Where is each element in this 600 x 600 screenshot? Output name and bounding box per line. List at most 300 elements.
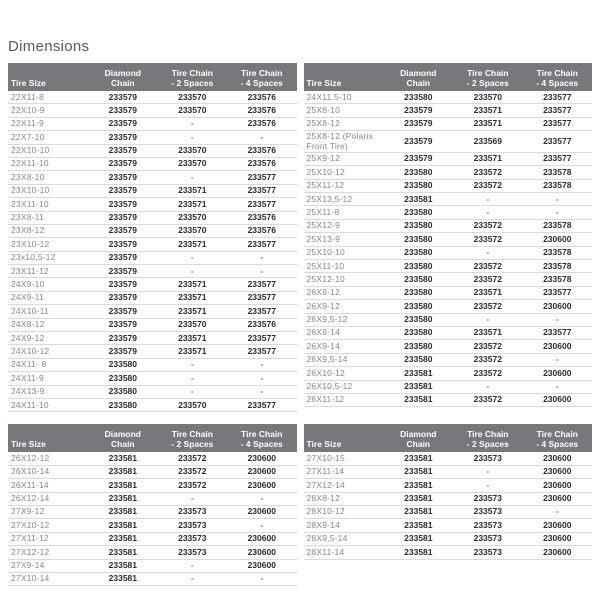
part-number-cell: 233580 (88, 358, 157, 371)
table-row (304, 492, 593, 505)
tire-size-cell: 28X10-12 (304, 505, 384, 518)
column-header-tire-chain-4: Tire Chain - 4 Spaces (523, 424, 592, 452)
table-row (304, 166, 593, 179)
part-number-cell: 233577 (227, 278, 296, 291)
part-number-cell: 233573 (453, 492, 522, 505)
part-number-cell: 233577 (227, 171, 296, 184)
table-row (8, 305, 297, 318)
tire-size-cell: 25X13-9 (304, 233, 384, 246)
table-row (304, 131, 593, 153)
part-number-cell: 233581 (384, 532, 453, 545)
table-row (304, 273, 593, 286)
table-row (304, 380, 593, 393)
part-number-cell: 230600 (523, 546, 592, 559)
part-number-cell: 233580 (384, 353, 453, 366)
part-number-cell: 233581 (384, 519, 453, 532)
part-number-cell: 233579 (88, 171, 157, 184)
tire-size-cell: 26X12-12 (8, 452, 88, 465)
part-number-cell: 233579 (384, 104, 453, 117)
part-number-cell: 233573 (453, 546, 522, 559)
part-number-cell: - (453, 206, 522, 219)
part-number-cell: 233581 (384, 465, 453, 478)
tire-size-cell: 28X9,5-14 (304, 532, 384, 545)
table-row (8, 345, 297, 358)
part-number-cell: 230600 (523, 393, 592, 406)
part-number-cell: 230600 (523, 452, 592, 465)
part-number-cell: - (227, 519, 296, 532)
part-number-cell: - (523, 313, 592, 326)
table-header (304, 424, 593, 452)
part-number-cell: - (227, 131, 296, 144)
tire-size-cell: 26X10-14 (8, 465, 88, 478)
part-number-cell: 233572 (453, 166, 522, 179)
column-header-diamond-chain: Diamond Chain (88, 63, 157, 91)
column-header-tire-size: Tire Size (8, 424, 88, 452)
part-number-cell: 233571 (158, 345, 227, 358)
part-number-cell: 233569 (453, 131, 522, 153)
table-row (8, 211, 297, 224)
tire-size-cell: 24X9-10 (8, 278, 88, 291)
table-row (304, 300, 593, 313)
table-row (304, 340, 593, 353)
tire-size-cell: 27X10-14 (8, 572, 88, 585)
table-row (8, 265, 297, 278)
part-number-cell: 233570 (158, 224, 227, 237)
part-number-cell: 233579 (88, 332, 157, 345)
part-number-cell: 233577 (227, 291, 296, 304)
table-body (8, 452, 297, 585)
part-number-cell: 233577 (523, 131, 592, 153)
part-number-cell: 233580 (384, 300, 453, 313)
table-row (8, 198, 297, 211)
table-row (8, 505, 297, 518)
part-number-cell: 233579 (384, 131, 453, 153)
part-number-cell: 233580 (384, 259, 453, 272)
tire-size-cell: 23X10-10 (8, 184, 88, 197)
part-number-cell: 233580 (384, 219, 453, 232)
part-number-cell: 233580 (384, 286, 453, 299)
part-number-cell: 230600 (227, 559, 296, 572)
tire-size-cell: 22X10-10 (8, 144, 88, 157)
column-header-diamond-chain: Diamond Chain (384, 424, 453, 452)
table-body (8, 91, 297, 412)
table-row (8, 546, 297, 559)
tire-size-cell: 23X8-11 (8, 211, 88, 224)
part-number-cell: 233572 (453, 179, 522, 192)
part-number-cell: - (158, 131, 227, 144)
table-row (304, 91, 593, 104)
part-number-cell: 233572 (453, 273, 522, 286)
part-number-cell: 233577 (523, 117, 592, 130)
part-number-cell: 233581 (88, 452, 157, 465)
part-number-cell: 233577 (227, 305, 296, 318)
part-number-cell: 230600 (227, 546, 296, 559)
part-number-cell: 233579 (88, 131, 157, 144)
table-row (304, 152, 593, 165)
part-number-cell: - (453, 465, 522, 478)
part-number-cell: - (227, 492, 296, 505)
part-number-cell: 233579 (88, 278, 157, 291)
part-number-cell: - (158, 251, 227, 264)
part-number-cell: - (158, 117, 227, 130)
part-number-cell: - (523, 193, 592, 206)
part-number-cell: 233579 (88, 211, 157, 224)
tire-size-cell: 24X10-11 (8, 305, 88, 318)
part-number-cell: 233570 (158, 318, 227, 331)
table-row (304, 219, 593, 232)
part-number-cell: 233580 (384, 206, 453, 219)
table-row (8, 465, 297, 478)
tire-size-cell: 22X7-10 (8, 131, 88, 144)
part-number-cell: - (227, 572, 296, 585)
tire-size-cell: 25X12-10 (304, 273, 384, 286)
tire-size-cell: 26X8-12 (304, 286, 384, 299)
table-row (8, 332, 297, 345)
part-number-cell: 233572 (158, 452, 227, 465)
part-number-cell: 233581 (384, 367, 453, 380)
dimensions-table-top-right (304, 63, 593, 407)
part-number-cell: 230600 (227, 452, 296, 465)
part-number-cell: 233571 (158, 278, 227, 291)
part-number-cell: 233576 (227, 157, 296, 170)
part-number-cell: 233573 (453, 519, 522, 532)
tire-size-cell: 26X11-12 (304, 393, 384, 406)
tire-size-cell: 26X12-14 (8, 492, 88, 505)
table-row (304, 393, 593, 406)
part-number-cell: 233570 (158, 91, 227, 104)
tire-size-cell: 23X8-10 (8, 171, 88, 184)
column-header-tire-chain-2: Tire Chain - 2 Spaces (158, 63, 227, 91)
part-number-cell: 233579 (88, 104, 157, 117)
part-number-cell: - (227, 372, 296, 385)
tire-size-cell: 26X10-12 (304, 367, 384, 380)
part-number-cell: - (453, 479, 522, 492)
part-number-cell: - (453, 193, 522, 206)
part-number-cell: 233578 (523, 246, 592, 259)
part-number-cell: - (158, 171, 227, 184)
table-row (8, 144, 297, 157)
table-row (8, 171, 297, 184)
part-number-cell: 233578 (523, 166, 592, 179)
part-number-cell: 230600 (227, 532, 296, 545)
part-number-cell: - (453, 313, 522, 326)
table-row (8, 519, 297, 532)
part-number-cell: 233573 (158, 519, 227, 532)
part-number-cell: - (227, 358, 296, 371)
part-number-cell: 233579 (88, 117, 157, 130)
part-number-cell: 233570 (158, 211, 227, 224)
part-number-cell: 233577 (523, 326, 592, 339)
tire-size-cell: 23X8-12 (8, 224, 88, 237)
table-header (8, 63, 297, 91)
part-number-cell: 233577 (227, 398, 296, 411)
part-number-cell: 230600 (523, 300, 592, 313)
column-header-tire-size: Tire Size (304, 63, 384, 91)
part-number-cell: 233579 (88, 224, 157, 237)
part-number-cell: 233576 (227, 117, 296, 130)
table-row (304, 104, 593, 117)
part-number-cell: 233579 (88, 144, 157, 157)
table-row (304, 117, 593, 130)
tire-size-cell: 25X13,5-12 (304, 193, 384, 206)
tire-size-cell: 24X9-12 (8, 332, 88, 345)
table-row (8, 358, 297, 371)
part-number-cell: - (158, 559, 227, 572)
table-row (304, 326, 593, 339)
column-header-tire-size: Tire Size (8, 63, 88, 91)
part-number-cell: - (158, 265, 227, 278)
part-number-cell: 233580 (384, 166, 453, 179)
part-number-cell: 233580 (384, 273, 453, 286)
tire-size-cell: 25X8-12 (304, 117, 384, 130)
part-number-cell: 233581 (384, 505, 453, 518)
tire-size-cell: 28X11-14 (304, 546, 384, 559)
tire-size-cell: 27X10-12 (8, 519, 88, 532)
column-header-diamond-chain: Diamond Chain (384, 63, 453, 91)
part-number-cell: 233580 (384, 179, 453, 192)
part-number-cell: 233571 (158, 238, 227, 251)
table-row (8, 372, 297, 385)
part-number-cell: 233581 (384, 479, 453, 492)
part-number-cell: 233581 (384, 452, 453, 465)
part-number-cell: 233576 (227, 144, 296, 157)
part-number-cell: 233573 (158, 532, 227, 545)
part-number-cell: 233571 (158, 184, 227, 197)
part-number-cell: 233581 (384, 193, 453, 206)
part-number-cell: 230600 (523, 340, 592, 353)
tire-size-cell: 26X9,5-14 (304, 353, 384, 366)
part-number-cell: 233579 (88, 157, 157, 170)
table-row (304, 193, 593, 206)
table-row (304, 532, 593, 545)
part-number-cell: 233579 (88, 251, 157, 264)
part-number-cell: 233570 (453, 91, 522, 104)
table-body (304, 91, 593, 407)
part-number-cell: 233581 (88, 572, 157, 585)
part-number-cell: 233576 (227, 211, 296, 224)
part-number-cell: 233577 (523, 152, 592, 165)
part-number-cell: 233581 (88, 479, 157, 492)
tire-size-cell: 25X9-12 (304, 152, 384, 165)
table-row (304, 353, 593, 366)
table-row (8, 452, 297, 465)
part-number-cell: 233579 (88, 265, 157, 278)
column-header-diamond-chain: Diamond Chain (88, 424, 157, 452)
table-row (304, 206, 593, 219)
part-number-cell: 233573 (158, 505, 227, 518)
part-number-cell: 233572 (158, 479, 227, 492)
part-number-cell: 233571 (453, 152, 522, 165)
part-number-cell: 233577 (227, 238, 296, 251)
part-number-cell: 233570 (158, 398, 227, 411)
part-number-cell: 233576 (227, 224, 296, 237)
tire-size-cell: 25X12-9 (304, 219, 384, 232)
table-row (8, 117, 297, 130)
part-number-cell: 230600 (523, 479, 592, 492)
part-number-cell: 233580 (384, 91, 453, 104)
part-number-cell: - (523, 353, 592, 366)
part-number-cell: 233572 (453, 353, 522, 366)
tire-size-cell: 27X11-12 (8, 532, 88, 545)
part-number-cell: 233580 (88, 372, 157, 385)
part-number-cell: - (158, 572, 227, 585)
table-row (8, 318, 297, 331)
tire-size-cell: 24X10-12 (8, 345, 88, 358)
part-number-cell: 233571 (158, 291, 227, 304)
part-number-cell: 233580 (88, 385, 157, 398)
page-title: Dimensions (8, 38, 90, 55)
tables-grid (0, 63, 600, 586)
tire-size-cell: 27X11-14 (304, 465, 384, 478)
part-number-cell: 230600 (523, 465, 592, 478)
tire-size-cell: 27X9-12 (8, 505, 88, 518)
part-number-cell: 233572 (453, 259, 522, 272)
tire-size-cell: 24X11- 8 (8, 358, 88, 371)
part-number-cell: - (158, 385, 227, 398)
tire-size-cell: 27X10-15 (304, 452, 384, 465)
part-number-cell: 233571 (453, 286, 522, 299)
tire-size-cell: 26X10,5-12 (304, 380, 384, 393)
part-number-cell: 233572 (453, 367, 522, 380)
tire-size-cell: 24X8-12 (8, 318, 88, 331)
part-number-cell: 233580 (88, 398, 157, 411)
table-row (8, 131, 297, 144)
part-number-cell: 233577 (523, 104, 592, 117)
part-number-cell: - (523, 206, 592, 219)
tire-size-cell: 27X12-14 (304, 479, 384, 492)
part-number-cell: 233573 (453, 452, 522, 465)
part-number-cell: 233577 (227, 184, 296, 197)
part-number-cell: - (523, 380, 592, 393)
tire-size-cell: 26X9-14 (304, 340, 384, 353)
column-header-tire-chain-2: Tire Chain - 2 Spaces (453, 63, 522, 91)
part-number-cell: 233570 (158, 157, 227, 170)
part-number-cell: - (523, 505, 592, 518)
table-row (8, 224, 297, 237)
part-number-cell: 233570 (158, 104, 227, 117)
table-row (8, 398, 297, 411)
part-number-cell: 233571 (453, 326, 522, 339)
tire-size-cell: 25X11-12 (304, 179, 384, 192)
part-number-cell: 233580 (384, 340, 453, 353)
table-row (304, 313, 593, 326)
part-number-cell: 233573 (453, 505, 522, 518)
part-number-cell: 233580 (384, 313, 453, 326)
table-row (304, 259, 593, 272)
part-number-cell: 233578 (523, 259, 592, 272)
table-row (8, 104, 297, 117)
part-number-cell: 233571 (158, 332, 227, 345)
table-header (304, 63, 593, 91)
tire-size-cell: 22X11-10 (8, 157, 88, 170)
part-number-cell: 230600 (523, 519, 592, 532)
part-number-cell: 233577 (523, 91, 592, 104)
part-number-cell: - (158, 358, 227, 371)
table-row (304, 233, 593, 246)
part-number-cell: 233571 (158, 305, 227, 318)
part-number-cell: 233581 (384, 546, 453, 559)
part-number-cell: 233579 (384, 117, 453, 130)
part-number-cell: 233571 (158, 198, 227, 211)
part-number-cell: 233572 (453, 300, 522, 313)
part-number-cell: 233576 (227, 104, 296, 117)
part-number-cell: 233572 (453, 219, 522, 232)
table-row (304, 286, 593, 299)
part-number-cell: 233581 (384, 393, 453, 406)
part-number-cell: 233579 (88, 291, 157, 304)
table-row (304, 452, 593, 465)
part-number-cell: 233580 (384, 246, 453, 259)
table-row (304, 465, 593, 478)
table-row (8, 572, 297, 585)
part-number-cell: - (158, 372, 227, 385)
tire-size-cell: 28X8-12 (304, 492, 384, 505)
tire-size-cell: 24X11-10 (8, 398, 88, 411)
table-row (304, 546, 593, 559)
table-row (8, 479, 297, 492)
table-row (304, 179, 593, 192)
part-number-cell: 233571 (453, 104, 522, 117)
part-number-cell: 233579 (88, 305, 157, 318)
tire-size-cell: 25X10-10 (304, 246, 384, 259)
tire-size-cell: 24X11.5-10 (304, 91, 384, 104)
table-row (304, 367, 593, 380)
dimensions-table-bottom-right (304, 424, 593, 559)
part-number-cell: 233581 (88, 492, 157, 505)
tire-size-cell: 25X10-12 (304, 166, 384, 179)
tire-size-cell: 22X11-9 (8, 117, 88, 130)
table-row (304, 479, 593, 492)
tire-size-cell: 24X13-9 (8, 385, 88, 398)
tire-size-cell: 23X10-12 (8, 238, 88, 251)
part-number-cell: 233572 (158, 465, 227, 478)
table-body (304, 452, 593, 559)
tire-size-cell: 26X9,5-12 (304, 313, 384, 326)
tire-size-cell: 25X8-12 (Polaris Front Tire) (304, 131, 384, 153)
part-number-cell: - (227, 385, 296, 398)
tire-size-cell: 25X11-8 (304, 206, 384, 219)
part-number-cell: 233581 (88, 519, 157, 532)
tire-size-cell: 27X9-14 (8, 559, 88, 572)
part-number-cell: 230600 (523, 532, 592, 545)
part-number-cell: 230600 (523, 492, 592, 505)
part-number-cell: 233579 (384, 152, 453, 165)
tire-size-cell: 24X9-11 (8, 291, 88, 304)
table-row (8, 251, 297, 264)
table-row (8, 559, 297, 572)
table-header (8, 424, 297, 452)
table-row (8, 238, 297, 251)
part-number-cell: 230600 (523, 233, 592, 246)
part-number-cell: 233580 (384, 233, 453, 246)
table-row (8, 278, 297, 291)
part-number-cell: 233577 (227, 198, 296, 211)
tire-size-cell: 23X11-10 (8, 198, 88, 211)
tire-size-cell: 26X8-14 (304, 326, 384, 339)
part-number-cell: 233581 (88, 532, 157, 545)
part-number-cell: 233576 (227, 318, 296, 331)
part-number-cell: - (453, 246, 522, 259)
tire-size-cell: 23X11-12 (8, 265, 88, 278)
part-number-cell: 233577 (227, 345, 296, 358)
part-number-cell: 233579 (88, 184, 157, 197)
part-number-cell: 230600 (227, 479, 296, 492)
table-row (8, 291, 297, 304)
part-number-cell: 233572 (453, 233, 522, 246)
part-number-cell: 233579 (88, 318, 157, 331)
tire-size-cell: 25X11-10 (304, 259, 384, 272)
tire-size-cell: 22X10-9 (8, 104, 88, 117)
